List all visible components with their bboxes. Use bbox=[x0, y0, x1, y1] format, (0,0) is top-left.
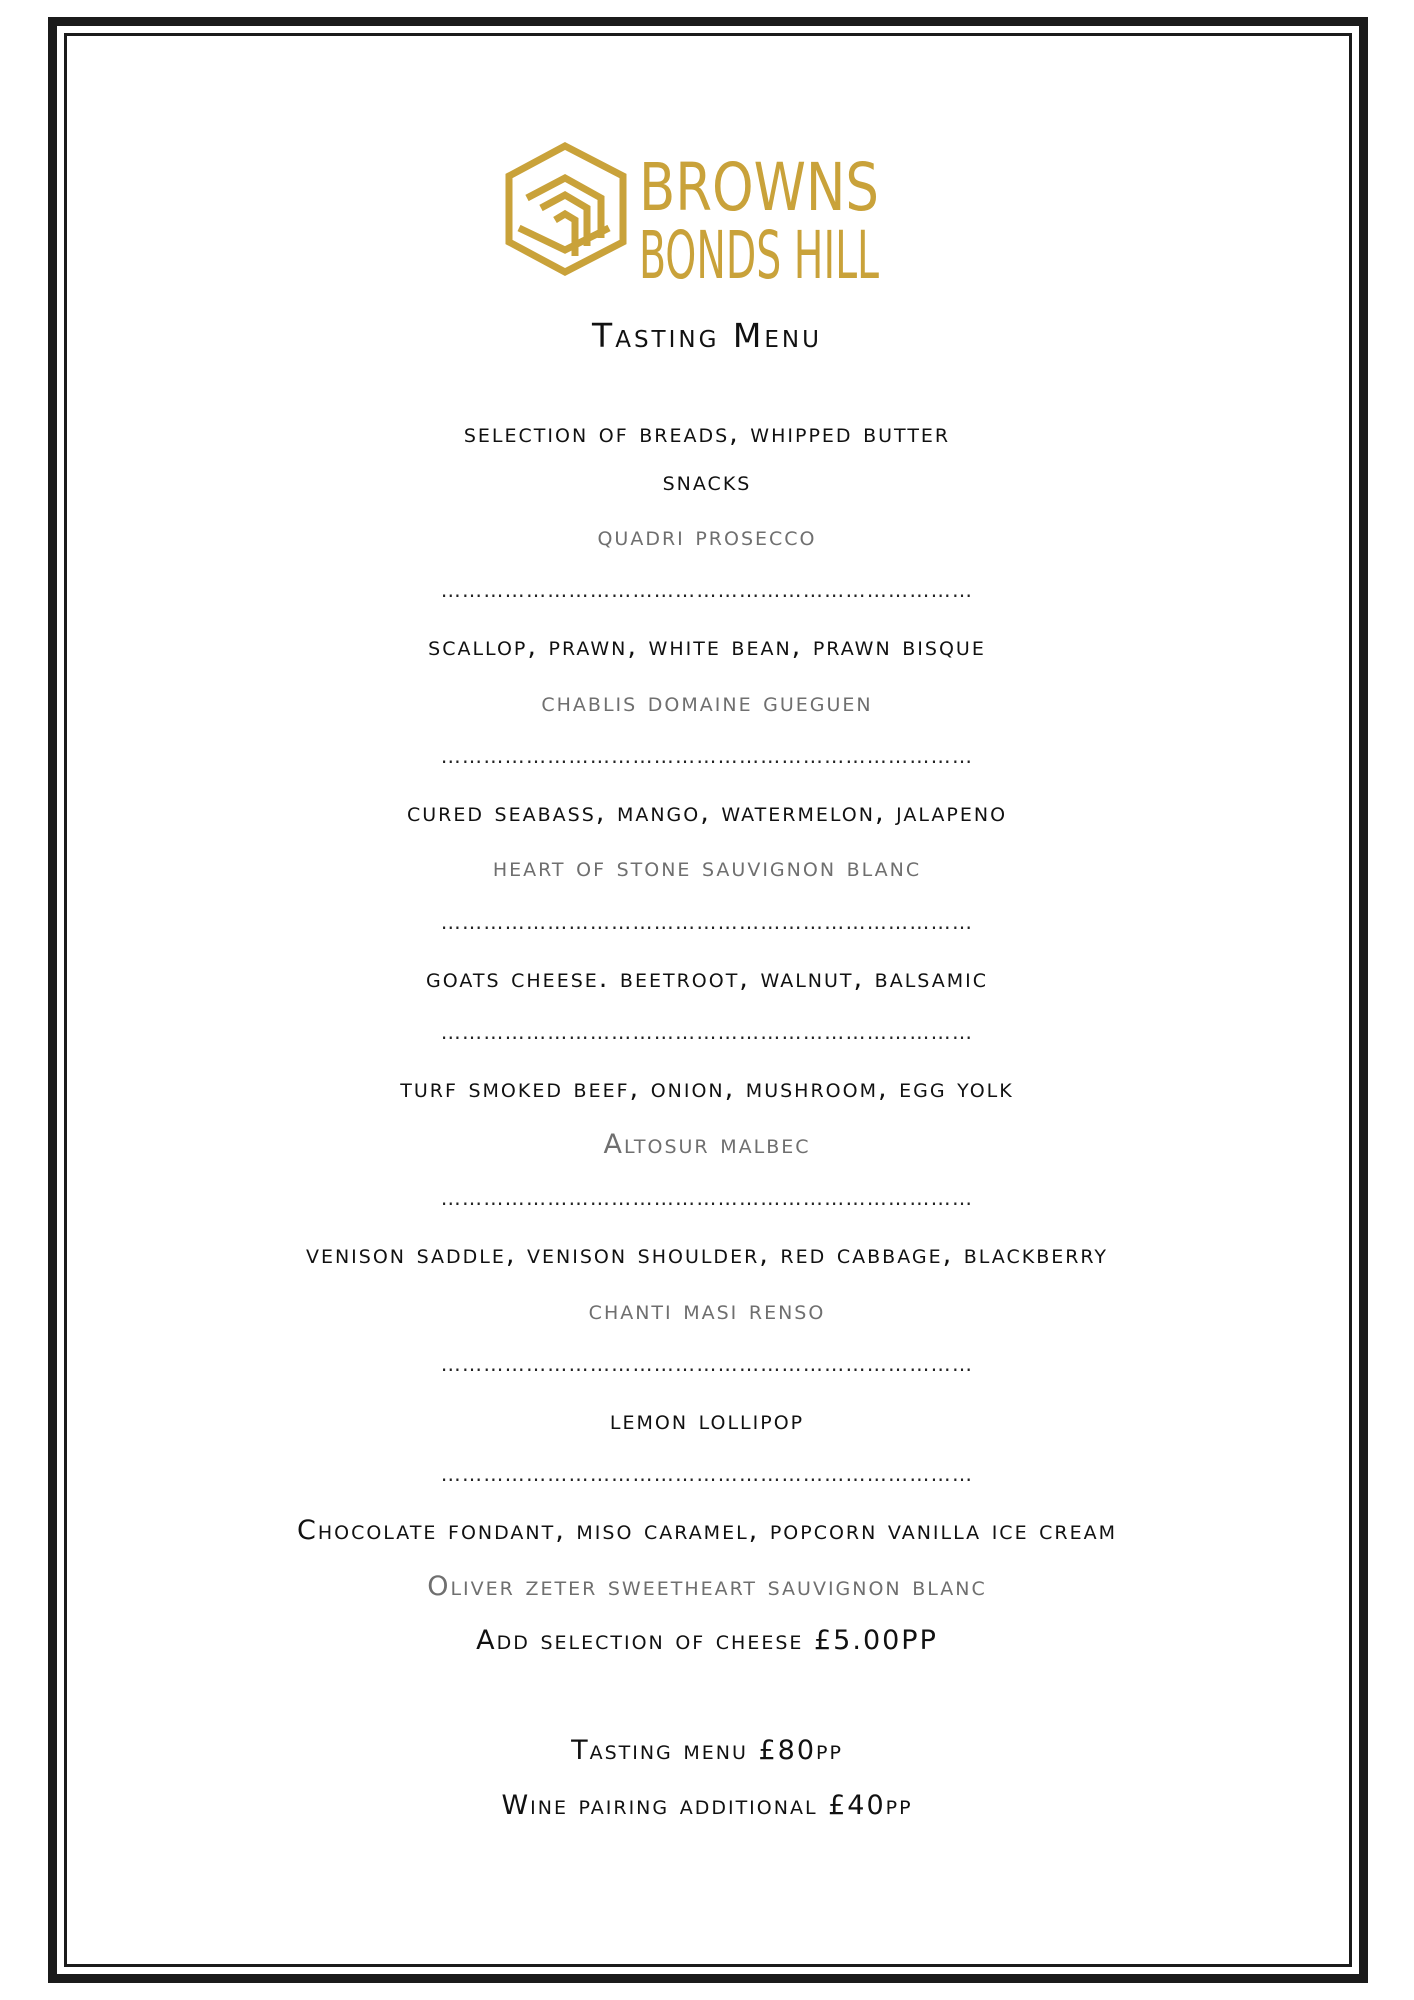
menu-dish: turf smoked beef, onion, mushroom, egg yolk bbox=[400, 1073, 1014, 1104]
menu-dish: goats cheese. beetroot, walnut, balsamic bbox=[426, 963, 988, 994]
dotted-separator: ………………………………………………………………… bbox=[440, 1020, 974, 1044]
wine-pairing: quadri prosecco bbox=[597, 521, 817, 552]
hexagon-monogram-icon bbox=[509, 146, 623, 272]
dotted-separator: ………………………………………………………………… bbox=[440, 1462, 974, 1486]
wine-pairing: chanti masi renso bbox=[588, 1295, 826, 1326]
dotted-separator: ………………………………………………………………… bbox=[440, 1186, 974, 1210]
browns-bonds-hill-logo bbox=[505, 138, 885, 294]
menu-dish: venison saddle, venison shoulder, red cabbage, blackberry bbox=[305, 1239, 1109, 1270]
cheese-addon: Add selection of cheese £5.00PP bbox=[476, 1625, 938, 1656]
tasting-menu-price: Tasting menu £80pp bbox=[571, 1735, 843, 1766]
logo-line-1: BROWNS bbox=[639, 149, 879, 226]
menu-dish: Chocolate fondant, miso caramel, popcorn vanilla ice cream bbox=[296, 1515, 1118, 1546]
wine-pairing-price: Wine pairing additional £40pp bbox=[501, 1790, 913, 1821]
dotted-separator: ………………………………………………………………… bbox=[440, 910, 974, 934]
menu-dish: scallop, prawn, white bean, prawn bisque bbox=[428, 631, 986, 662]
wine-pairing: Oliver zeter sweetheart sauvignon blanc bbox=[427, 1571, 987, 1602]
dotted-separator: ………………………………………………………………… bbox=[440, 1352, 974, 1376]
dotted-separator: ………………………………………………………………… bbox=[440, 578, 974, 602]
page-title: Tasting Menu bbox=[592, 316, 822, 355]
menu-dish: snacks bbox=[662, 466, 752, 497]
menu-dish: lemon lollipop bbox=[609, 1405, 805, 1436]
menu-dish: cured seabass, mango, watermelon, jalapeno bbox=[406, 797, 1008, 828]
wine-pairing: Altosur malbec bbox=[603, 1129, 811, 1160]
wine-pairing: heart of stone sauvignon blanc bbox=[492, 852, 922, 883]
logo-line-2: BONDS HILL bbox=[639, 217, 879, 294]
dotted-separator: ………………………………………………………………… bbox=[440, 744, 974, 768]
menu-dish: selection of breads, whipped butter bbox=[463, 418, 951, 449]
wine-pairing: chablis domaine gueguen bbox=[541, 687, 873, 718]
